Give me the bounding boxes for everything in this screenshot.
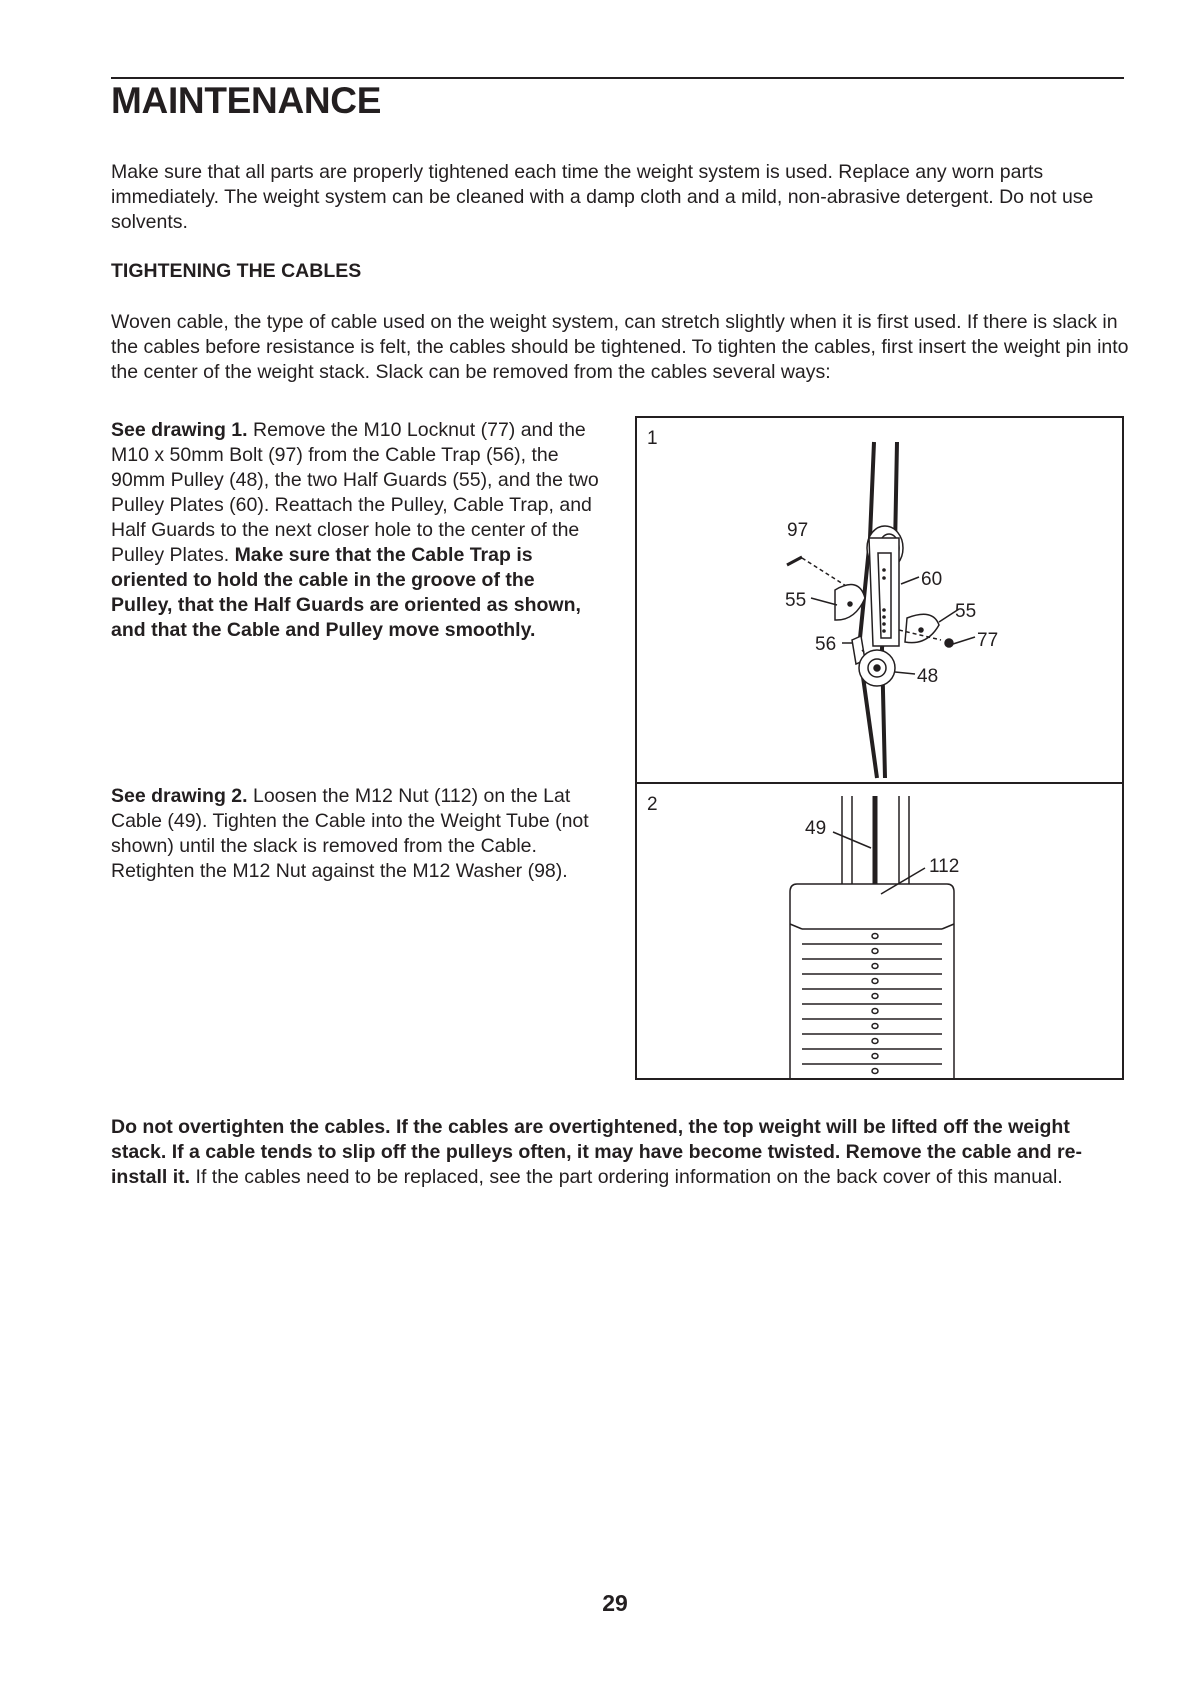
drawing-1 [635,416,1124,784]
header-rule [111,77,1124,79]
page-number: 29 [602,1590,628,1616]
drawing1-lead: See drawing 1. [111,419,248,441]
drawing-2-number: 2 [647,794,658,815]
drawing2-lead: See drawing 2. [111,785,248,807]
callout-112: 112 [929,856,960,877]
callout-55-right: 55 [955,601,977,622]
callout-60: 60 [921,569,943,590]
drawing1-instructions [111,418,601,643]
callout-97: 97 [787,520,809,541]
callout-77: 77 [977,630,999,651]
warning-bold: Do not overtighten the cables. If the cables are overtightened, the top weight will be lifted off the weight stack. If a cable tends to slip off the pulleys often, it may have become twisted. Remove the cable and re-install it. [111,1116,1082,1188]
section-subheading: TIGHTENING THE CABLES [111,260,362,282]
drawing-1-number: 1 [647,428,658,449]
drawing1-text: Remove the M10 Locknut (77) and the M10 x 50mm Bolt (97) from the Cable Trap (56), the 90mm Pulley (48), the two Half Guards (55), and the two Pulley Plates (60). Reattach the Pulley, Cable Trap, and Half Guards to the next closer hole to the center of the Pulley Plates. [111,419,599,566]
warning-text: If the cables need to be replaced, see the part ordering information on the back cover of this manual. [190,1166,1063,1188]
drawing1-emphasis: Make sure that the Cable Trap is oriented to hold the cable in the groove of the Pulley, that the Half Guards are oriented as shown, and that the Cable and Pulley move smoothly. [111,544,581,641]
drawing2-instructions [111,784,601,884]
callout-55-left: 55 [785,590,807,611]
weight-stack-illustration [637,784,1122,1078]
callout-56: 56 [815,634,837,655]
drawing2-text: Loosen the M12 Nut (112) on the Lat Cable (49). Tighten the Cable into the Weight Tube (not shown) until the slack is removed from the Cable. Retighten the M12 Nut against the M12 Washer (98). [111,785,589,882]
callout-48: 48 [917,666,939,687]
cables-intro-paragraph: Woven cable, the type of cable used on the weight system, can stretch slightly when it is first used. If there is slack in the cables before resistance is felt, the cables should be tightened. To tighten the cables, first insert the weight pin into the center of the weight stack. Slack can be removed from the cables several ways: [111,311,1129,383]
intro-paragraph: Make sure that all parts are properly tightened each time the weight system is used. Replace any worn parts immediately. The weight system can be cleaned with a damp cloth and a mild, non-abrasive detergent. Do not use solvents. [111,161,1094,233]
callout-49: 49 [805,818,827,839]
locknut [945,639,953,647]
bolt [787,557,802,565]
pulley-assembly-illustration [637,418,1122,782]
drawing-2 [635,782,1124,1080]
warning-paragraph [111,1115,1126,1190]
page-title: MAINTENANCE [111,80,382,121]
